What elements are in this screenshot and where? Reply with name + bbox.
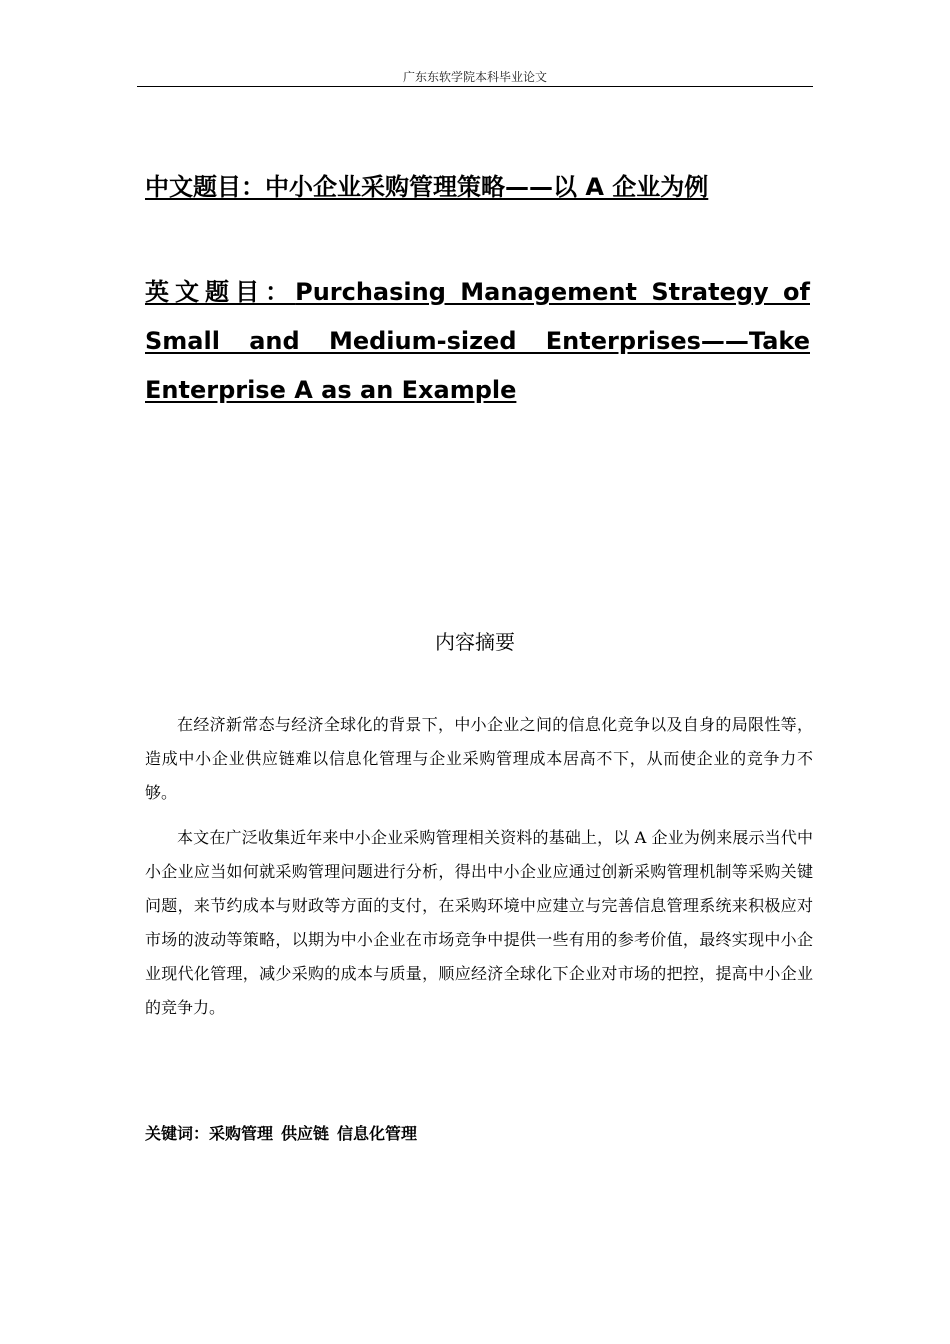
header-divider <box>137 86 813 87</box>
english-title-label: 英文题目： <box>145 278 296 306</box>
keyword-item: 供应链 <box>281 1124 330 1143</box>
abstract-paragraph-1: 在经济新常态与经济全球化的背景下，中小企业之间的信息化竞争以及自身的局限性等，造成中小企业供应链难以信息化管理与企业采购管理成本居高不下，从而使企业的竞争力不够。 <box>145 715 813 802</box>
page-header: 广东东软学院本科毕业论文 <box>402 70 547 84</box>
chinese-title: 中文题目：中小企业采购管理策略——以 A 企业为例 <box>145 173 709 201</box>
english-title: Purchasing Management Strategy of Small and Medium-sized Enterprises——Take Enterprise A as an Example <box>145 278 810 404</box>
keywords-label: 关键词： <box>145 1124 210 1143</box>
english-title-block <box>145 268 810 415</box>
keywords-line <box>145 1121 425 1144</box>
abstract-paragraph-2: 本文在广泛收集近年来中小企业采购管理相关资料的基础上，以 A 企业为例来展示当代中小企业应当如何就采购管理问题进行分析，得出中小企业应通过创新采购管理机制等采购关键问题，来节约成本与财政等方面的支付，在采购环境中应建立与完善信息管理系统来积极应对市场的波动等策略，以期为中小企业在市场竞争中提供一些有用的参考价值，最终实现中小企业现代化管理，减少采购的成本与质量，顺应经济全球化下企业对市场的把控，提高中小企业的竞争力。 <box>145 828 813 1017</box>
abstract-heading: 内容摘要 <box>435 630 515 654</box>
keyword-item: 采购管理 <box>209 1124 274 1143</box>
keyword-item: 信息化管理 <box>337 1124 418 1143</box>
